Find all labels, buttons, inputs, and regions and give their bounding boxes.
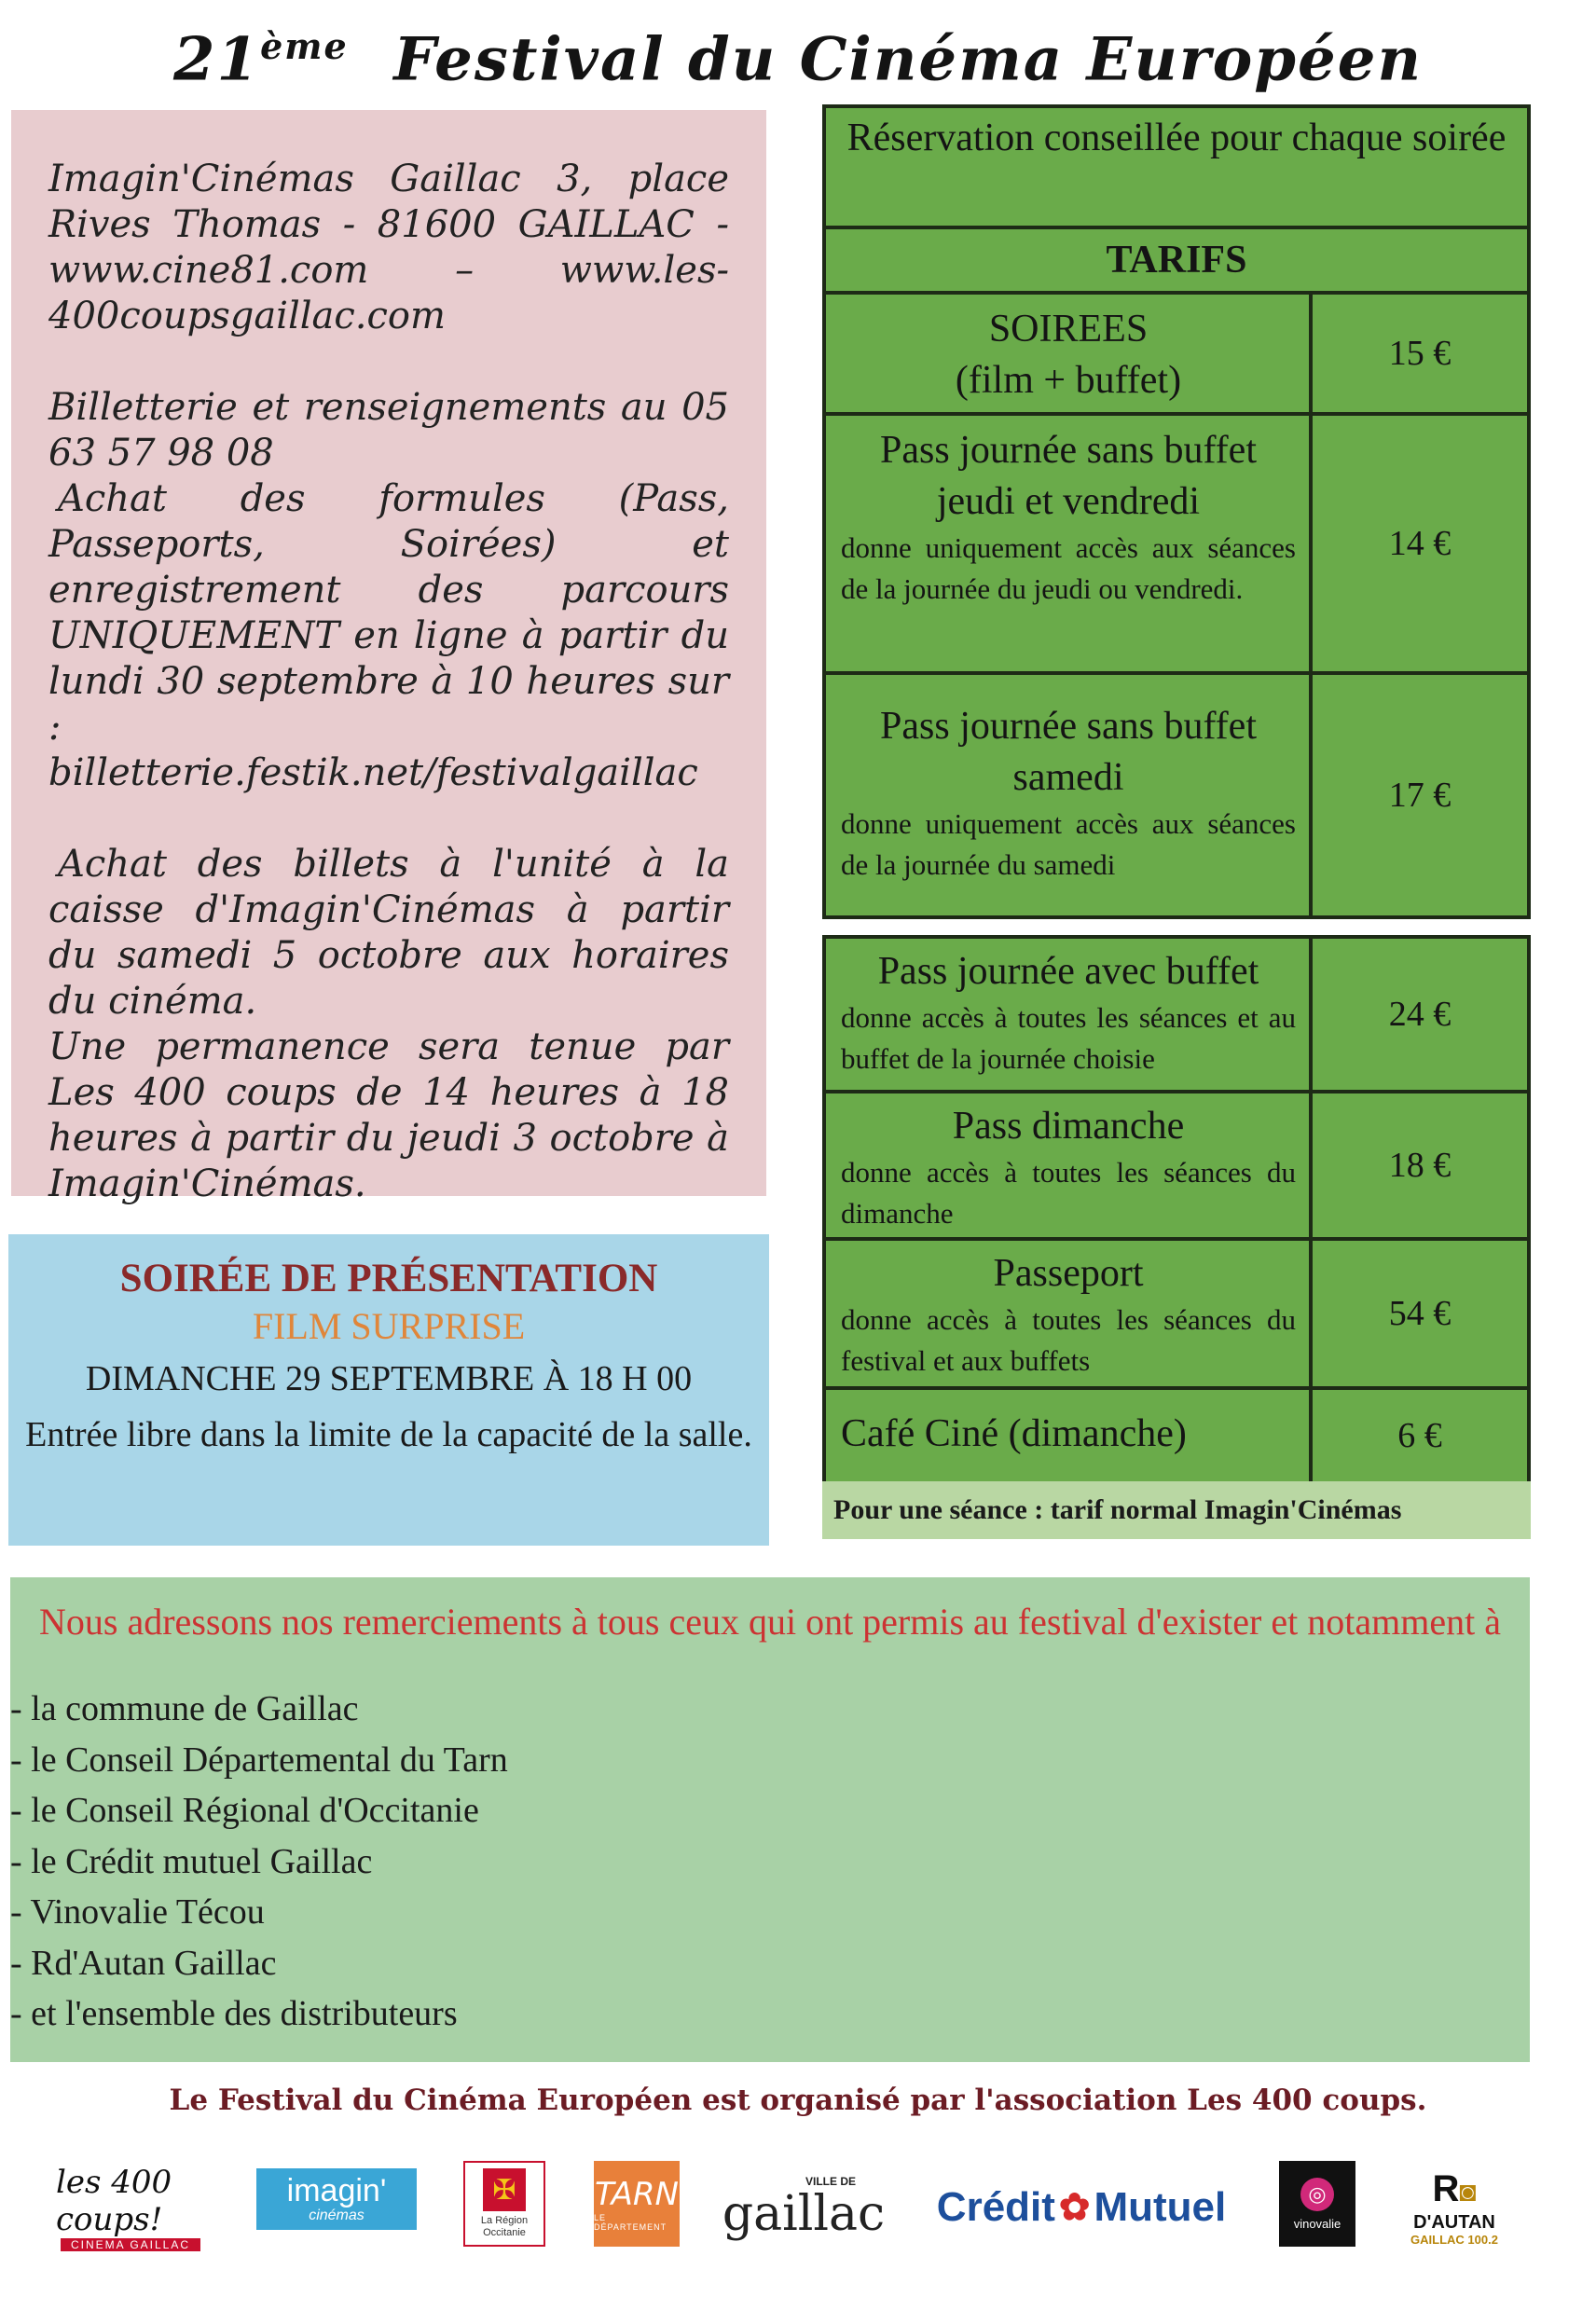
rd-autan-mark	[1432, 2169, 1476, 2212]
title-number: 21	[173, 24, 261, 95]
tariff-price: 17 €	[1309, 671, 1527, 915]
tariff-table-1	[822, 104, 1531, 919]
tariff-detail-big: jeudi et vendredi	[936, 480, 1201, 523]
tariff-name: Pass dimanche	[952, 1105, 1185, 1148]
title-superscript: ème	[260, 25, 349, 67]
tariff-price: 14 €	[1309, 412, 1527, 671]
logo-text: imagin'	[286, 2173, 387, 2208]
logo-subtext: CINEMA GAILLAC	[61, 2238, 200, 2251]
tickets-text: Billetterie et renseignements au 05 63 57 98 08	[48, 386, 729, 475]
thanks-box	[10, 1577, 1530, 2062]
presentation-box	[8, 1234, 769, 1546]
thanks-title: Nous adressons nos remerciements à tous ceux qui ont permis au festival d'exister et notamment à	[39, 1601, 1501, 1643]
page-title	[0, 0, 1596, 103]
tarn-logo	[594, 2161, 680, 2247]
logo-text: Mutuel	[1094, 2184, 1227, 2230]
tariffs-header: TARIFS	[826, 226, 1527, 291]
logo-subtext: D'AUTAN	[1413, 2211, 1495, 2233]
tariff-row-cafe-cine	[826, 1386, 1309, 1481]
tariff-table-2	[822, 935, 1531, 1485]
credit-mutuel-logo	[918, 2161, 1245, 2254]
vinovalie-logo	[1279, 2161, 1355, 2247]
tariff-detail: donne accès à toutes les séances du dimanche	[841, 1156, 1296, 1230]
tariff-row-pass-samedi	[826, 671, 1309, 915]
tariff-name: Pass journée sans buffet	[880, 429, 1257, 472]
logo-text: vinovalie	[1293, 2216, 1341, 2231]
les-400-coups-logo	[56, 2161, 205, 2254]
rd-autan-logo	[1403, 2161, 1506, 2254]
vinovalie-icon: ◎	[1300, 2178, 1334, 2211]
tariff-price: 6 €	[1309, 1386, 1527, 1481]
list-item: - le Crédit mutuel Gaillac	[10, 1836, 508, 1888]
list-item: - Vinovalie Técou	[10, 1887, 508, 1938]
tariff-detail: donne uniquement accès aux séances de la journée du jeudi ou vendredi.	[841, 531, 1296, 605]
tariff-row-soirees	[826, 291, 1309, 412]
tariff-name: Café Ciné (dimanche)	[841, 1412, 1187, 1455]
list-item: - la commune de Gaillac	[10, 1684, 508, 1735]
tariff-row-pass-jeudi-vendredi	[826, 412, 1309, 671]
formulas-text: Achat des formules (Pass, Passeports, Soirées) et enregistrement des parcours UNIQUEMENT en ligne à partir du lundi 30 septembre à 10 heures sur :	[48, 477, 729, 749]
list-item: - le Conseil Régional d'Occitanie	[10, 1785, 508, 1836]
info-box	[11, 110, 766, 1205]
tariff-note: Pour une séance : tarif normal Imagin'Cinémas	[822, 1481, 1531, 1539]
reservation-note: Réservation conseillée pour chaque soirée	[846, 117, 1507, 159]
organizer-text: Le Festival du Cinéma Européen est organisé par l'association Les 400 coups.	[169, 2084, 1427, 2117]
logo-subtext: GAILLAC 100.2	[1410, 2232, 1498, 2247]
imagin-cinemas-logo	[256, 2168, 417, 2230]
list-item: - Rd'Autan Gaillac	[10, 1938, 508, 1989]
tariff-detail: donne uniquement accès aux séances de la journée du samedi	[841, 807, 1296, 881]
logo-text: TARN	[595, 2176, 679, 2213]
tariff-row-pass-dimanche	[826, 1090, 1309, 1237]
presentation-title: SOIRÉE DE PRÉSENTATION	[119, 1257, 658, 1300]
gaillac-logo	[722, 2161, 886, 2254]
credit-mutuel-icon: ✿	[1058, 2187, 1091, 2228]
presentation-date: DIMANCHE 29 SEPTEMBRE À 18 H 00	[85, 1359, 693, 1398]
tariff-name: Passeport	[993, 1252, 1144, 1295]
logo-subtext: cinémas	[309, 2208, 365, 2223]
tariff-detail-big: samedi	[1012, 756, 1124, 799]
tariff-name: Pass journée sans buffet	[880, 705, 1257, 748]
occitanie-logo	[463, 2161, 545, 2247]
logo-subtext: VILLE DE	[805, 2175, 856, 2188]
radio-icon: ◙	[1459, 2176, 1477, 2208]
permanence-text: Une permanence sera tenue par Les 400 coups de 14 heures à 18 heures à partir du jeudi 3 octobre à Imagin'Cinémas.	[48, 1025, 729, 1205]
tariff-name: SOIREES	[988, 308, 1149, 351]
logo-text: gaillac	[722, 2186, 886, 2242]
presentation-text: Entrée libre dans la limite de la capacité de la salle.	[25, 1415, 752, 1454]
tariff-name: Pass journée avec buffet	[877, 950, 1259, 993]
website-link[interactable]: billetterie.festik.net/festivalgaillac	[48, 751, 698, 794]
tariff-row-pass-avec-buffet	[826, 939, 1309, 1090]
logo-text: R	[1432, 2167, 1460, 2209]
tariff-price: 54 €	[1309, 1237, 1527, 1386]
logo-text: Crédit	[936, 2184, 1055, 2230]
logo-text: La Région Occitanie	[480, 2215, 529, 2238]
list-item: - et l'ensemble des distributeurs	[10, 1988, 508, 2040]
thanks-list	[10, 1684, 508, 2040]
tariff-price: 18 €	[1309, 1090, 1527, 1237]
tariff-price: 15 €	[1309, 291, 1527, 412]
tariff-detail-big: (film + buffet)	[955, 359, 1182, 402]
tariff-row-passeport	[826, 1237, 1309, 1386]
address-text: Imagin'Cinémas Gaillac 3, place Rives Thomas - 81600 GAILLAC - www.cine81.com – www.les-400coupsgaillac.com	[48, 158, 729, 337]
tariff-detail: donne accès à toutes les séances et au buffet de la journée choisie	[841, 1001, 1296, 1075]
single-tickets-text: Achat des billets à l'unité à la caisse d'Imagin'Cinémas à partir du samedi 5 octobre aux horaires du cinéma.	[48, 843, 729, 1023]
presentation-subtitle: FILM SURPRISE	[252, 1305, 526, 1347]
logo-text: les 400 coups!	[56, 2164, 172, 2238]
logo-subtext: LE DÉPARTEMENT	[594, 2213, 667, 2232]
tariff-price: 24 €	[1309, 939, 1527, 1090]
list-item: - le Conseil Départemental du Tarn	[10, 1735, 508, 1786]
title-text: Festival du Cinéma Européen	[393, 24, 1423, 95]
occitanie-cross-icon: ✠	[483, 2168, 526, 2211]
tariff-detail: donne accès à toutes les séances du festival et aux buffets	[841, 1303, 1296, 1377]
